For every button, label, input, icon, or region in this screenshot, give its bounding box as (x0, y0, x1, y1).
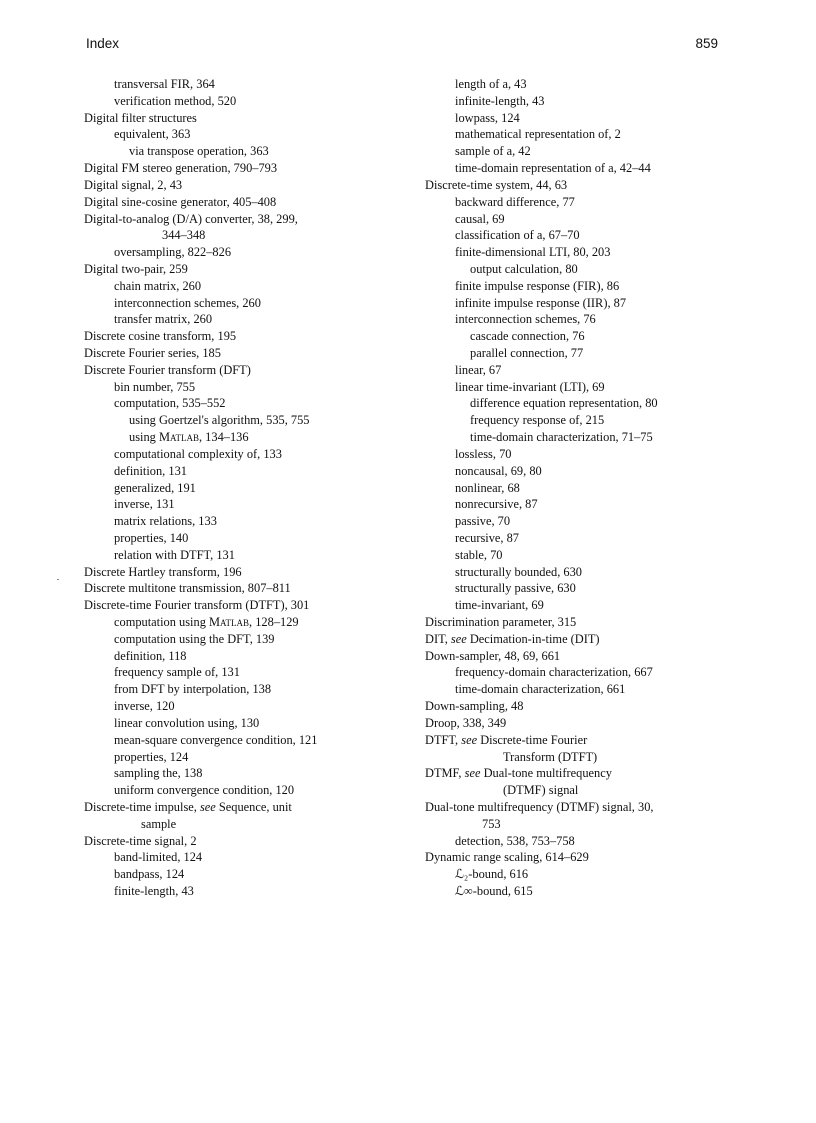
index-entry (84, 412, 384, 429)
index-entry (425, 614, 745, 631)
index-entry (425, 143, 745, 160)
index-entry-text: computation using (114, 615, 209, 629)
index-entry-text: finite-length, 43 (114, 884, 194, 898)
index-entry-text: ℒ∞-bound, 615 (455, 884, 533, 898)
index-entry (84, 833, 384, 850)
index-entry-text: DTFT, (425, 732, 462, 747)
index-entry-text: Digital sine-cosine generator, 405–408 (84, 194, 277, 209)
index-entry (84, 177, 384, 194)
index-entry-text: Discrete multitone transmission, 807–811 (84, 581, 291, 596)
index-entry-text: computation using the DFT, 139 (114, 631, 275, 646)
index-entry-text: output calculation, 80 (470, 261, 578, 276)
index-entry-text: transversal FIR, 364 (114, 77, 215, 91)
index-entry-text: computational complexity of, 133 (114, 446, 282, 461)
index-entry-text: finite-dimensional LTI, 80, 203 (455, 245, 611, 260)
index-entry-text: using Goertzel's algorithm, 535, 755 (129, 413, 310, 428)
index-entry-text: matrix relations, 133 (114, 514, 217, 529)
index-entry-text: Digital filter structures (84, 110, 197, 125)
index-entry-text: Down-sampling, 48 (425, 699, 524, 714)
index-entry (425, 328, 745, 345)
index-entry (84, 244, 384, 261)
index-entry-text: Discrete-time impulse, (84, 799, 200, 814)
index-entry (425, 732, 745, 749)
index-entry-text: band-limited, 124 (114, 850, 203, 865)
index-entry-text: infinite impulse response (IIR), 87 (455, 295, 627, 310)
index-entry-text: finite impulse response (FIR), 86 (455, 278, 620, 293)
index-entry-text: generalized, 191 (114, 480, 196, 495)
index-entry (425, 698, 745, 715)
index-entry (84, 446, 384, 463)
index-entry (425, 177, 745, 194)
index-entry-text: definition, 118 (114, 648, 187, 663)
index-entry-text: relation with DTFT, 131 (114, 547, 235, 562)
index-entry (425, 883, 745, 900)
section-title: Index (86, 36, 120, 51)
index-entry (425, 631, 745, 648)
index-entry (84, 799, 384, 816)
index-entry-text: Discrete Fourier series, 185 (84, 346, 221, 360)
index-entry-text: mathematical representation of, 2 (455, 127, 621, 142)
index-entry (425, 244, 745, 261)
index-entry-text: chain matrix, 260 (114, 278, 202, 293)
index-entry-text: Droop, 338, 349 (425, 715, 507, 730)
index-entry-text: Discrete-time signal, 2 (84, 833, 197, 848)
page-number: 859 (695, 36, 718, 51)
index-entry (84, 580, 384, 597)
index-entry-text: passive, 70 (455, 514, 511, 529)
index-entry (84, 463, 384, 480)
index-entry (84, 311, 384, 328)
index-entry (425, 126, 745, 143)
index-entry-text: Discrete Hartley transform, 196 (84, 564, 242, 579)
index-entry (425, 345, 745, 362)
index-entry (84, 211, 384, 228)
index-entry (425, 93, 745, 110)
index-entry-text: linear, 67 (455, 362, 502, 377)
index-entry-rest: Dual-tone multifrequency (480, 766, 612, 781)
index-entry-text: classification of a, 67–70 (455, 228, 580, 243)
index-entry (425, 816, 745, 833)
index-entry-text: lowpass, 124 (455, 110, 520, 125)
index-entry (84, 295, 384, 312)
index-entry (84, 362, 384, 379)
index-entry-text: 753 (482, 816, 501, 831)
index-entry-smallcaps: Matlab (158, 430, 199, 445)
index-entry (84, 883, 384, 900)
index-entry (84, 395, 384, 412)
index-entry-text: oversampling, 822–826 (114, 245, 232, 260)
index-entry (425, 480, 745, 497)
index-entry-text: Discrete Fourier transform (DFT) (84, 362, 251, 377)
index-entry-text: Dynamic range scaling, 614–629 (425, 850, 589, 865)
index-entry (425, 261, 745, 278)
index-entry (84, 749, 384, 766)
index-entry-text: frequency-domain characterization, 667 (455, 665, 653, 680)
index-entry (84, 547, 384, 564)
index-entry-rest: , 128–129 (249, 615, 299, 629)
index-entry (84, 496, 384, 513)
index-entry-text: sample of a, 42 (455, 144, 531, 159)
index-entry-text: uniform convergence condition, 120 (114, 783, 295, 798)
index-entry (84, 278, 384, 295)
index-entry-text: bandpass, 124 (114, 867, 185, 882)
index-entry-text: Discrete-time system, 44, 63 (425, 177, 568, 192)
index-entry (84, 379, 384, 396)
index-entry (425, 227, 745, 244)
index-entry-text: backward difference, 77 (455, 194, 575, 209)
index-entry-text: noncausal, 69, 80 (455, 463, 542, 478)
index-entry-text: mean-square convergence condition, 121 (114, 732, 318, 747)
index-entry (84, 732, 384, 749)
index-entry-text: inverse, 120 (114, 699, 175, 714)
index-entry (84, 765, 384, 782)
index-entry (425, 278, 745, 295)
index-entry (84, 160, 384, 177)
index-entry-text: length of a, 43 (455, 77, 527, 91)
index-entry-text: Discrete cosine transform, 195 (84, 329, 237, 344)
index-entry-text: interconnection schemes, 260 (114, 295, 261, 310)
index-entry (425, 194, 745, 211)
margin-mark (57, 579, 59, 580)
index-entry (84, 614, 384, 631)
index-entry-text: properties, 124 (114, 749, 189, 764)
index-entry-rest: Decimation-in-time (DIT) (466, 631, 600, 646)
index-entry-text: ℒ₂-bound, 616 (455, 867, 529, 882)
index-entry (425, 849, 745, 866)
index-entry (425, 530, 745, 547)
index-entry (425, 446, 745, 463)
index-entry (425, 295, 745, 312)
index-entry-text: nonlinear, 68 (455, 480, 520, 495)
index-entry (84, 698, 384, 715)
index-entry-text: DIT, (425, 631, 451, 646)
index-entry-text: Discrimination parameter, 315 (425, 615, 577, 629)
index-entry (84, 194, 384, 211)
index-entry-text: Digital-to-analog (D/A) converter, 38, 299, (84, 211, 298, 226)
index-entry (425, 782, 745, 799)
page-header (86, 36, 718, 56)
index-entry (84, 530, 384, 547)
index-entry (84, 261, 384, 278)
index-entry-text: frequency response of, 215 (470, 413, 605, 428)
index-entry (425, 564, 745, 581)
index-entry-text: linear convolution using, 130 (114, 715, 260, 730)
index-entry-text: nonrecursive, 87 (455, 497, 538, 512)
index-entry-text: from DFT by interpolation, 138 (114, 682, 272, 697)
index-entry (425, 866, 745, 883)
index-entry-text: causal, 69 (455, 211, 505, 226)
index-entry (425, 379, 745, 396)
index-entry (425, 513, 745, 530)
index-entry-rest: , 134–136 (198, 430, 249, 445)
index-column-left (84, 76, 384, 900)
index-entry (425, 715, 745, 732)
index-entry-text: transfer matrix, 260 (114, 312, 213, 327)
index-entry (84, 782, 384, 799)
index-entry-text: time-domain representation of a, 42–44 (455, 161, 651, 176)
index-entry-text: difference equation representation, 80 (470, 396, 658, 411)
index-entry-text: properties, 140 (114, 530, 189, 545)
index-entry (425, 211, 745, 228)
index-entry-text: Down-sampler, 48, 69, 661 (425, 648, 561, 663)
index-entry-text: structurally bounded, 630 (455, 564, 582, 579)
index-entry-see: see (450, 631, 467, 646)
index-entry (425, 429, 745, 446)
index-column-right (425, 76, 745, 900)
index-entry (84, 345, 384, 362)
index-entry (84, 648, 384, 665)
index-entry-text: Transform (DTFT) (503, 749, 598, 764)
index-entry-text: using (129, 430, 159, 445)
index-entry (425, 833, 745, 850)
index-entry (425, 412, 745, 429)
index-entry (84, 93, 384, 110)
index-entry (425, 110, 745, 127)
index-entry-see: see (199, 799, 216, 814)
index-entry (425, 648, 745, 665)
index-entry-text: time-domain characterization, 71–75 (470, 430, 653, 445)
index-entry-text: Digital signal, 2, 43 (84, 177, 183, 192)
index-entry (425, 311, 745, 328)
index-entry (425, 597, 745, 614)
index-entry (425, 496, 745, 513)
index-entry-text: equivalent, 363 (114, 127, 191, 142)
index-entry-text: sampling the, 138 (114, 766, 203, 781)
index-entry-rest: Sequence, unit (215, 799, 292, 814)
index-entry-text: infinite-length, 43 (455, 93, 545, 108)
index-entry (84, 513, 384, 530)
index-entry-text: cascade connection, 76 (470, 329, 585, 344)
index-entry (425, 681, 745, 698)
index-entry-text: verification method, 520 (114, 93, 237, 108)
index-entry-text: (DTMF) signal (503, 783, 579, 798)
index-entry (84, 126, 384, 143)
index-entry (84, 681, 384, 698)
index-entry-see: see (461, 732, 478, 747)
index-entry (84, 227, 384, 244)
index-entry-text: Digital FM stereo generation, 790–793 (84, 161, 278, 176)
index-entry-text: Digital two-pair, 259 (84, 261, 188, 276)
index-entry (84, 328, 384, 345)
index-entry (84, 816, 384, 833)
index-entry (84, 76, 384, 93)
index-entry (84, 631, 384, 648)
index-entry (425, 463, 745, 480)
index-entry (425, 799, 745, 816)
index-entry-text: linear time-invariant (LTI), 69 (455, 379, 605, 394)
index-entry (425, 76, 745, 93)
index-entry (84, 429, 384, 446)
index-entry-text: structurally passive, 630 (455, 581, 576, 596)
index-entry-text: inverse, 131 (114, 497, 175, 512)
index-entry-text: computation, 535–552 (114, 396, 226, 411)
index-entry-text: recursive, 87 (455, 530, 519, 545)
index-entry-text: 344–348 (162, 228, 206, 243)
index-entry (84, 866, 384, 883)
index-entry-text: frequency sample of, 131 (114, 665, 240, 680)
index-entry (84, 564, 384, 581)
index-entry-text: Dual-tone multifrequency (DTMF) signal, 30, (425, 799, 654, 814)
index-entry-text: time-domain characterization, 661 (455, 682, 626, 697)
index-entry (84, 143, 384, 160)
index-entry (425, 664, 745, 681)
index-entry-text: time-invariant, 69 (455, 598, 544, 613)
index-entry (84, 110, 384, 127)
index-entry-text: via transpose operation, 363 (129, 144, 269, 159)
index-entry (425, 362, 745, 379)
index-entry (425, 160, 745, 177)
index-entry-rest: Discrete-time Fourier (477, 732, 588, 747)
index-entry-text: sample (141, 816, 177, 831)
index-entry-text: detection, 538, 753–758 (455, 833, 575, 848)
index-entry-text: stable, 70 (455, 547, 503, 562)
index-entry-see: see (464, 766, 481, 781)
index-entry-text: definition, 131 (114, 463, 187, 478)
index-entry-text: interconnection schemes, 76 (455, 312, 596, 327)
index-entry (425, 547, 745, 564)
index-entry (84, 597, 384, 614)
index-entry (425, 580, 745, 597)
index-entry (425, 395, 745, 412)
index-entry (84, 664, 384, 681)
index-entry-text: DTMF, (425, 766, 465, 781)
index-entry-text: Discrete-time Fourier transform (DTFT), 301 (84, 598, 310, 613)
index-entry-smallcaps: Matlab (209, 615, 250, 629)
index-entry-text: bin number, 755 (114, 379, 196, 394)
index-entry (84, 715, 384, 732)
index-entry (425, 749, 745, 766)
index-entry (425, 765, 745, 782)
index-entry (84, 480, 384, 497)
index-entry-text: lossless, 70 (455, 446, 512, 461)
index-entry (84, 849, 384, 866)
index-entry-text: parallel connection, 77 (470, 346, 584, 360)
